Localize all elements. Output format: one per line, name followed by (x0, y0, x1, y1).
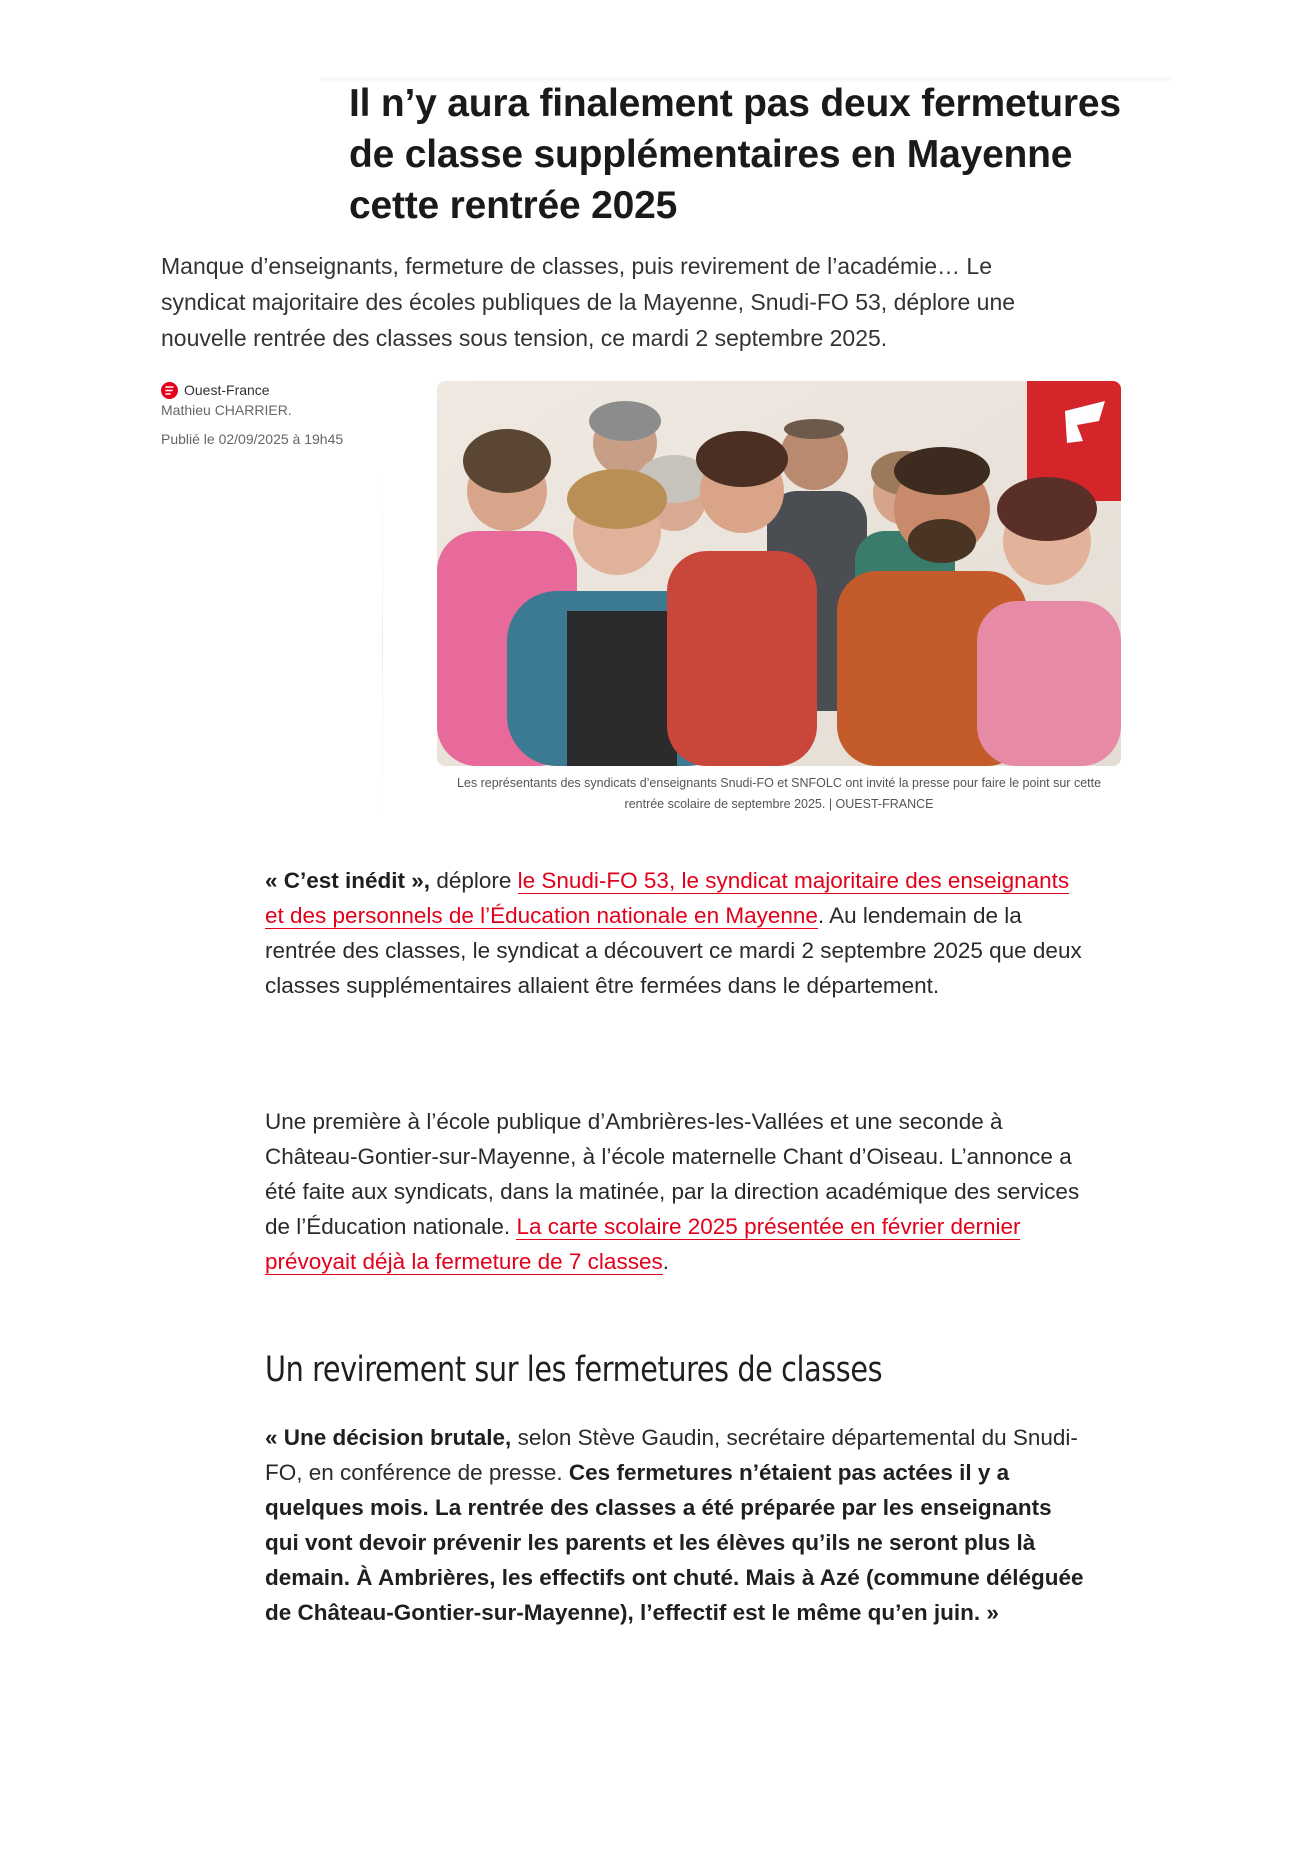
snudi-fo-link[interactable]: le Snudi-FO 53, le syndicat majoritaire des enseignants et des personnels de l’Éducation nationale en Mayenne (265, 868, 1070, 928)
paragraph-3 (265, 1420, 1085, 1630)
ouest-france-logo-icon (161, 382, 178, 399)
quote-intro: « C’est inédit », (265, 868, 431, 893)
paragraph-3-plain: selon Stève Gaudin, secrétaire départemental du Snudi-FO, en conférence de presse. (265, 1425, 1078, 1485)
article-title: Il n’y aura finalement pas deux fermetures de classe supplémentaires en Mayenne cette rentrée 2025 (349, 82, 1121, 227)
paragraph-2-end: . (662, 1249, 669, 1274)
quote-verb: déplore (430, 868, 518, 893)
carte-scolaire-link[interactable]: La carte scolaire 2025 présentée en février dernier prévoyait déjà la fermeture de 7 classes (265, 1214, 1021, 1274)
paragraph-1 (265, 863, 1085, 1003)
section-heading: Un revirement sur les fermetures de classes (265, 1350, 883, 1390)
decision-quote-intro: « Une décision brutale, (265, 1425, 512, 1450)
publish-date: Publié le 02/09/2025 à 19h45 (161, 431, 344, 447)
paragraph-2 (265, 1104, 1085, 1279)
column-divider (382, 470, 383, 820)
author-name: Mathieu CHARRIER. (161, 402, 292, 418)
article-photo[interactable] (437, 381, 1121, 766)
decision-quote: Ces fermetures n’étaient pas actées il y a quelques mois. La rentrée des classes a été préparée par les enseignants qui vont devoir prévenir les parents et les élèves qu’ils ne seront plus là demain. À Ambrières, les effectifs ont chuté. Mais à Azé (commune déléguée de Château-Gontier-sur-Mayenne), l’effectif est le même qu’en juin. » (265, 1460, 1084, 1625)
paragraph-2-text: Une première à l’école publique d’Ambrières-les-Vallées et une seconde à Château-Gontier-sur-Mayenne, à l’école maternelle Chant d’Oiseau. L’annonce a été faite aux syndicats, dans la matinée, par la direction académique des services de l’Éducation nationale. (265, 1109, 1080, 1239)
source-row[interactable] (161, 380, 391, 400)
source-name: Ouest-France (184, 382, 270, 398)
article-lede: Manque d’enseignants, fermeture de classes, puis revirement de l’académie… Le syndicat majoritaire des écoles publiques de la Mayenne, Snudi-FO 53, déplore une nouvelle rentrée des classes sous tension, ce mardi 2 septembre 2025. (161, 253, 1016, 351)
article-meta (161, 380, 391, 447)
photo-caption: Les représentants des syndicats d’enseignants Snudi-FO et SNFOLC ont invité la presse pour faire le point sur cette rentrée scolaire de septembre 2025. | OUEST-FRANCE (456, 776, 1102, 811)
paragraph-1-rest: . Au lendemain de la rentrée des classes, le syndicat a découvert ce mardi 2 septembre 2025 que deux classes supplémentaires allaient être fermées dans le département. (265, 903, 1082, 998)
